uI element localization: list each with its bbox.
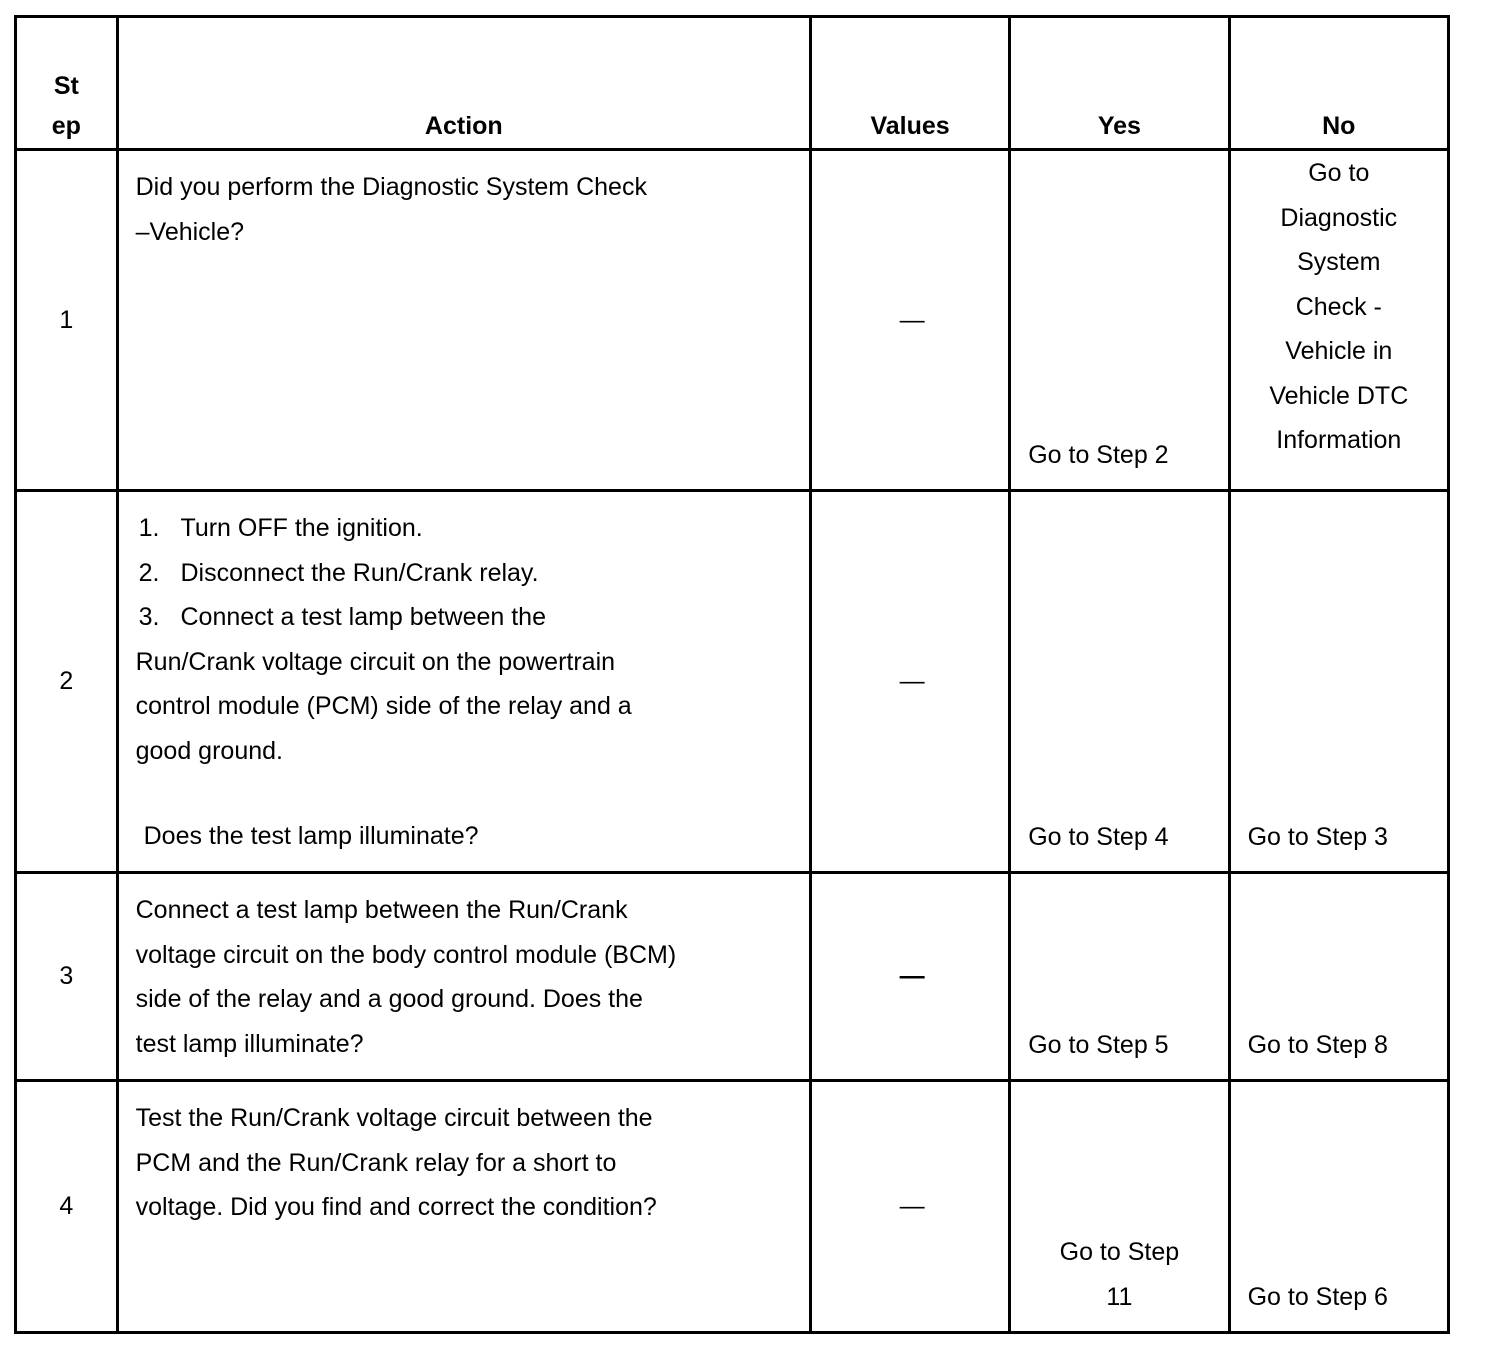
table-header-row <box>16 17 1449 150</box>
action-line: test lamp illuminate? <box>135 1029 364 1058</box>
action-cell <box>117 1081 810 1333</box>
header-values: Values <box>810 17 1009 150</box>
step-number: 2 <box>16 491 118 873</box>
action-line: Run/Crank voltage circuit on the powertrain <box>135 647 616 676</box>
action-line: control module (PCM) side of the relay and a <box>135 692 632 720</box>
values-cell: — <box>810 873 1009 1081</box>
list-text: Connect a test lamp between the <box>180 603 546 631</box>
no-cell: Go to Step 6 <box>1229 1081 1448 1333</box>
step-number: 4 <box>16 1081 118 1333</box>
list-text: Turn OFF the ignition. <box>180 514 423 542</box>
action-line: Did you perform the Diagnostic System Check <box>135 173 647 201</box>
no-line: Diagnostic <box>1280 203 1398 232</box>
table-row-step-4 <box>16 1081 1449 1333</box>
list-number: 2. <box>138 558 160 587</box>
list-number: 3. <box>138 603 160 631</box>
no-line: Check - <box>1295 292 1382 321</box>
action-line: Connect a test lamp between the Run/Crank <box>135 896 628 924</box>
no-line: Go to <box>1308 159 1370 187</box>
action-line: voltage circuit on the body control module (BCM) <box>135 940 677 969</box>
action-line: Test the Run/Crank voltage circuit between the <box>135 1104 653 1132</box>
action-cell <box>117 491 810 873</box>
yes-line: Go to Step <box>1059 1238 1180 1266</box>
header-step-line1: St <box>53 72 79 100</box>
action-question: Does the test lamp illuminate? <box>143 822 479 850</box>
no-cell: Go to Step 8 <box>1229 873 1448 1081</box>
action-line: good ground. <box>135 736 283 765</box>
action-line: voltage. Did you find and correct the condition? <box>135 1193 657 1221</box>
values-cell: — <box>810 491 1009 873</box>
list-item <box>136 551 789 596</box>
list-text: Disconnect the Run/Crank relay. <box>180 558 539 587</box>
table-row-step-3 <box>16 873 1449 1081</box>
header-yes: Yes <box>1010 17 1229 150</box>
no-line: Vehicle in <box>1285 337 1393 365</box>
action-line: side of the relay and a good ground. Does the <box>135 985 643 1013</box>
action-cell <box>117 150 810 491</box>
diagnostic-table <box>14 15 1450 1334</box>
table-row-step-1 <box>16 150 1449 491</box>
step-number: 3 <box>16 873 118 1081</box>
header-action: Action <box>117 17 810 150</box>
no-cell: Go to Step 3 <box>1229 491 1448 873</box>
step-number: 1 <box>16 150 118 491</box>
yes-cell: Go to Step 5 <box>1010 873 1229 1081</box>
header-step-line2: ep <box>51 112 81 140</box>
header-no: No <box>1229 17 1448 150</box>
action-line: PCM and the Run/Crank relay for a short to <box>135 1148 617 1177</box>
header-step <box>16 17 118 150</box>
yes-cell: Go to Step 2 <box>1010 150 1229 491</box>
list-item <box>136 595 789 640</box>
yes-cell: Go to Step 4 <box>1010 491 1229 873</box>
values-cell: — <box>810 1081 1009 1333</box>
yes-line: 11 <box>1106 1282 1133 1311</box>
no-cell <box>1229 150 1448 491</box>
list-item <box>136 506 789 551</box>
no-line: System <box>1297 248 1381 276</box>
action-steps-list <box>136 506 789 640</box>
yes-cell <box>1010 1081 1229 1333</box>
action-line: –Vehicle? <box>135 217 245 246</box>
list-number: 1. <box>138 514 160 542</box>
table-row-step-2 <box>16 491 1449 873</box>
action-cell <box>117 873 810 1081</box>
values-cell: — <box>810 150 1009 491</box>
no-line: Vehicle DTC <box>1269 381 1409 410</box>
no-line: Information <box>1276 426 1402 454</box>
